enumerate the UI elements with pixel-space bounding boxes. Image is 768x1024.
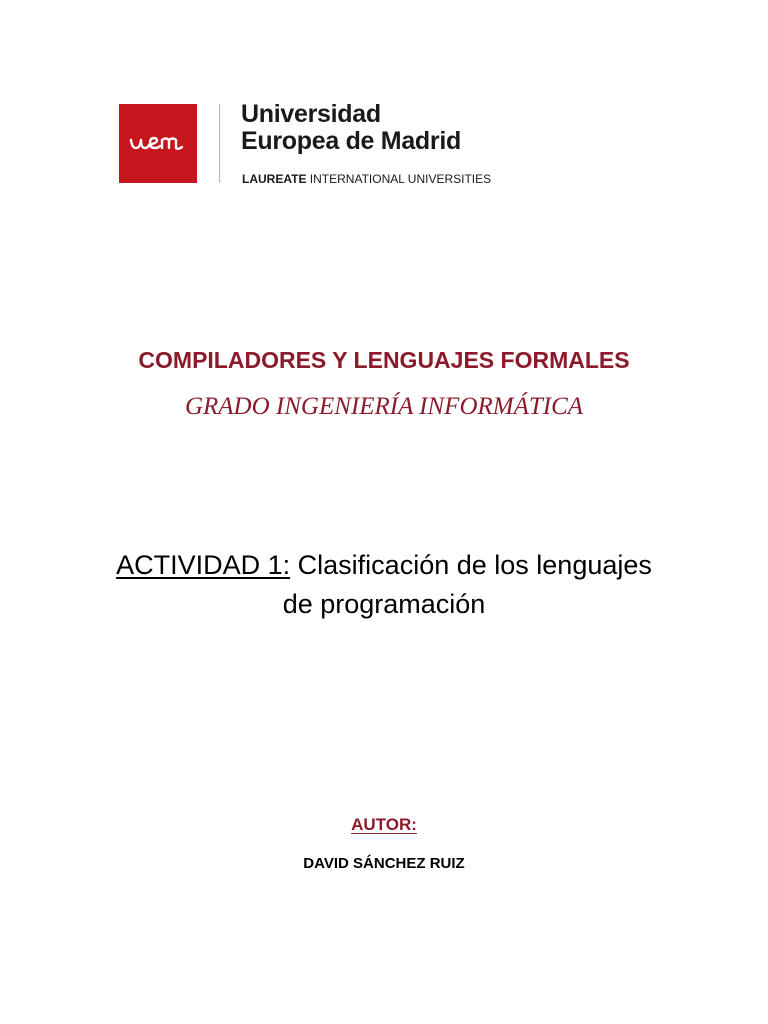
- activity-separator: :: [282, 550, 291, 580]
- author-label-text: AUTOR:: [351, 815, 417, 834]
- course-title: COMPILADORES Y LENGUAJES FORMALES: [138, 347, 630, 373]
- uem-logo-icon: [119, 104, 197, 183]
- university-name-line1: Universidad: [241, 100, 381, 128]
- university-name-line2: Europea de Madrid: [241, 127, 461, 155]
- degree-title: GRADO INGENIERÍA INFORMÁTICA: [184, 393, 584, 420]
- author-label: [0, 814, 768, 836]
- logo-divider: [219, 104, 220, 183]
- tagline-brand: LAUREATE: [242, 172, 307, 186]
- university-name: [241, 101, 461, 155]
- uem-logo: [119, 104, 197, 183]
- activity-title: Clasificación de los lenguajes de programación: [282, 550, 652, 619]
- tagline-rest: INTERNATIONAL UNIVERSITIES: [306, 172, 492, 186]
- activity-label: ACTIVIDAD 1: [116, 550, 283, 580]
- author-name: DAVID SÁNCHEZ RUIZ: [303, 855, 465, 872]
- university-tagline: [242, 172, 491, 186]
- activity-heading: [100, 546, 668, 624]
